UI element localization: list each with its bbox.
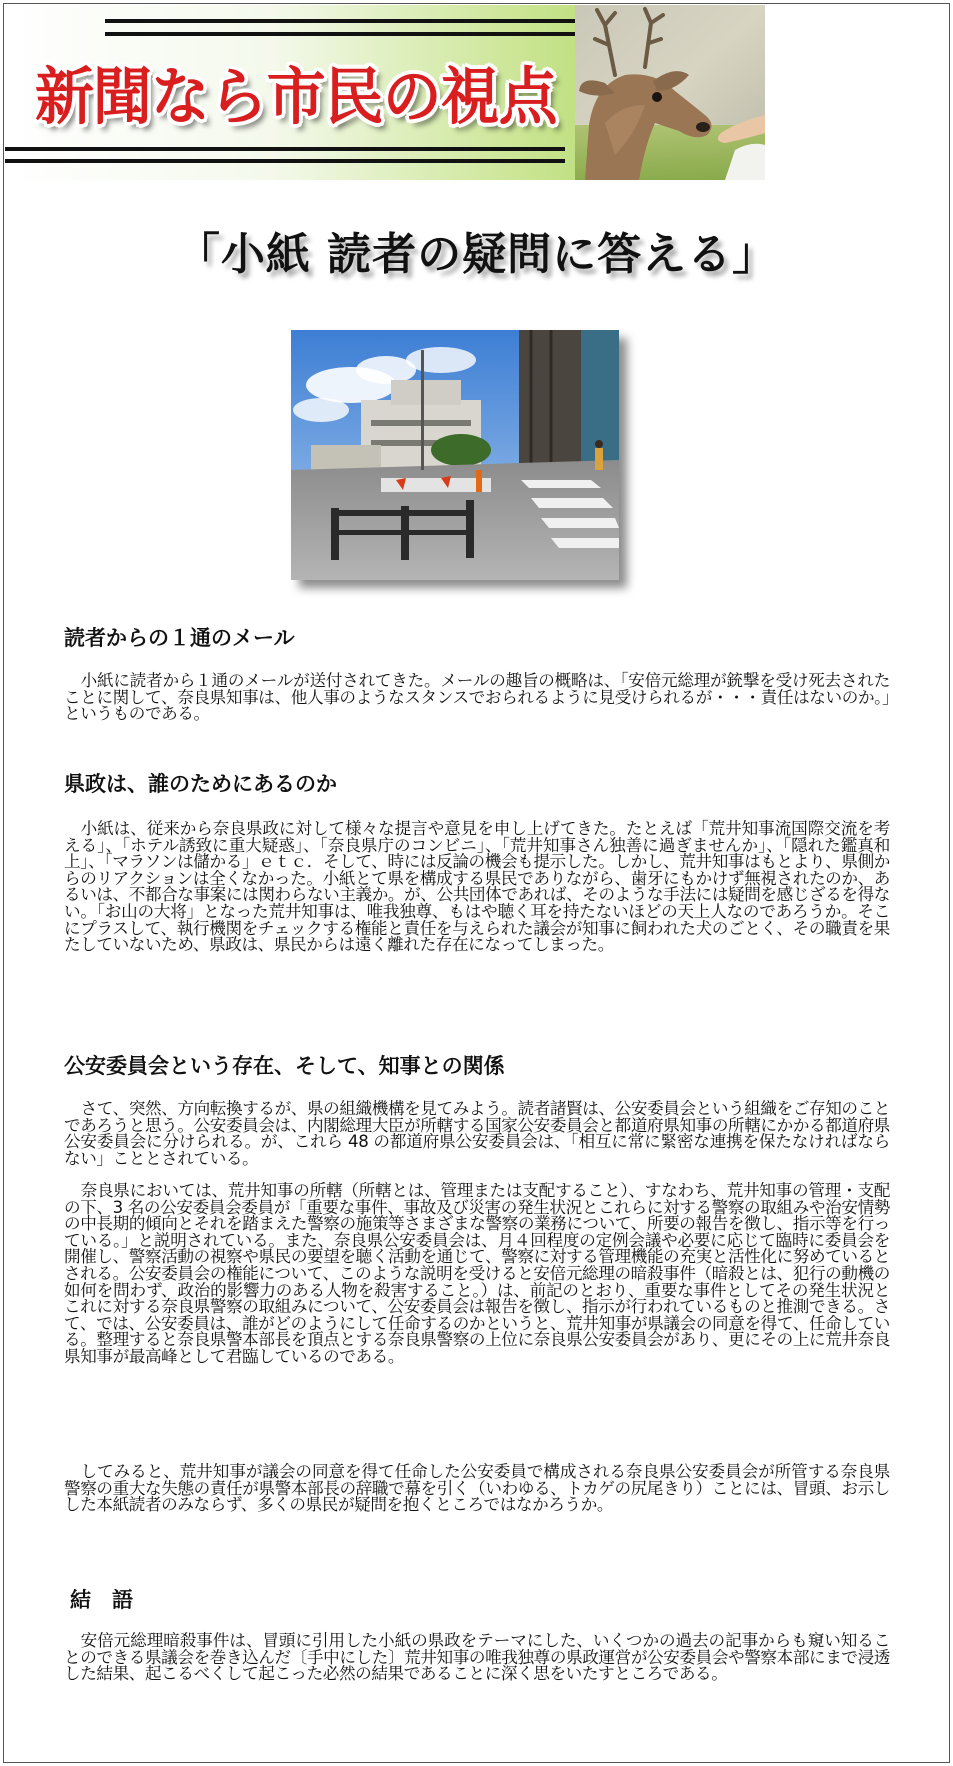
banner-title: 新聞なら市民の視点 xyxy=(35,60,557,133)
section-paragraph: してみると、荒井知事が議会の同意を得て任命した公安委員で構成される奈良県公安委員会が所管する奈良県警察の重大な失態の責任が県警本部長の辞職で幕を引く（いわゆる、トカゲの尻尾きり）ことには、冒頭、お示しした本紙読者のみならず、多くの県民が疑問を抱くところではなかろうか。 xyxy=(64,1462,890,1515)
header-banner xyxy=(5,5,765,180)
section-paragraph: 小紙は、従来から奈良県政に対して様々な提言や意見を申し上げてきた。たとえば「荒井知事流国際交流を考える」、「ホテル誘致に重大疑惑」、「奈良県庁のコンビニ」、「荒井知事さん独善に過ぎませんか」、「隠れた鑑真和上」、「マラソンは儲かる」ｅｔｃ．そして、時には反論の機会も提示した。しかし、荒井知事はもとより、県側からのリアクションは全くなかった。小紙とて県を構成する県民でありながら、歯牙にもかけず無視されたのか、あるいは、不都合な事案には関わらない主義か。が、公共団体であれば、そのような手法には疑問を感じざるを得ない。「お山の大将」となった荒井知事は、唯我独尊、もはや聴く耳を持たないほどの天上人なのであろうか。そこにプラスして、執行機関をチェックする権能と責任を与えられた議会が知事に飼われた犬のごとく、その職責を果たしていないため、県政は、県民からは遠く離れた存在になってしまった。 xyxy=(64,819,890,955)
section-paragraph: 奈良県においては、荒井知事の所轄（所轄とは、管理または支配すること）、すなわち、荒井知事の管理・支配の下、3 名の公安委員会委員が「重要な事件、事故及び災害の発生状況とこれらに対する警察の取組みや治安情勢の中長期的傾向とそれを踏まえた警察の施策等さまざまな警察の業務について、所要の報告を徴し、指示等を行っている。」と説明されている。また、奈良県公安委員会は、月４回程度の定例会議や必要に応じて臨時に委員会を開催し、警察活動の視察や県民の要望を聴く活動を通じて、警察に対する管理機能の充実と活性化に努めているとされる。公安委員会の権能について、このような説明を受けると安倍元総理の暗殺事件（暗殺とは、犯行の動機の如何を問わず、政治的影響力のある人物を殺害すること。）は、前記のとおり、重要な事件としてその発生状況とこれに対する奈良県警察の取組みについて、公安委員会は報告を徴し、指示が行われているものと推測できる。さて、では、公安委員は、誰がどのようにして任命するのかというと、荒井知事が県議会の同意を得て、任命している。整理すると奈良県警本部長を頂点とする奈良県警察の上位に奈良県公安委員会があり、更にその上に荒井奈良県知事が最高峰として君臨しているのである。 xyxy=(64,1181,890,1366)
deer-photo xyxy=(575,5,765,180)
article-title: 「小紙 読者の疑問に答える」 xyxy=(175,229,778,280)
section-heading: 県政は、誰のためにあるのか xyxy=(64,772,337,796)
banner-rule xyxy=(5,159,565,163)
section-heading: 公安委員会という存在、そして、知事との関係 xyxy=(64,1054,505,1078)
section-heading: 結 語 xyxy=(70,1588,133,1612)
section-paragraph: 安倍元総理暗殺事件は、冒頭に引用した小紙の県政をテーマにした、いくつかの過去の記事からも窺い知ることのできる県議会を巻き込んだ〔手中にした〕荒井知事の唯我独尊の県政運営が公安委員会や警察本部にまで浸透した結果、起こるべくして起こった必然の結果であることに深く思をいたすところである。 xyxy=(64,1631,890,1684)
section-paragraph: さて、突然、方向転換するが、県の組織機構を見てみよう。読者諸賢は、公安委員会という組織をご存知のことであろうと思う。公安委員会は、内閣総理大臣が所轄する国家公安委員会と都道府県知事の所轄にかかる都道府県公安委員会に分けられる。が、これら 48 の都道府県公安委員会は、「相互に常に緊密な連携を保たなければならない」こととされている。 xyxy=(64,1099,890,1168)
section-heading: 読者からの１通のメール xyxy=(64,626,295,650)
banner-rule xyxy=(5,147,565,151)
section-paragraph: 小紙に読者から１通のメールが送付されてきた。メールの趣旨の概略は、「安倍元総理が銃撃を受け死去されたことに関して、奈良県知事は、他人事のようなスタンスでおられるように見受けられるが・・・責任はないのか。」というものである。 xyxy=(64,671,890,724)
street-intersection-photo xyxy=(291,330,619,580)
